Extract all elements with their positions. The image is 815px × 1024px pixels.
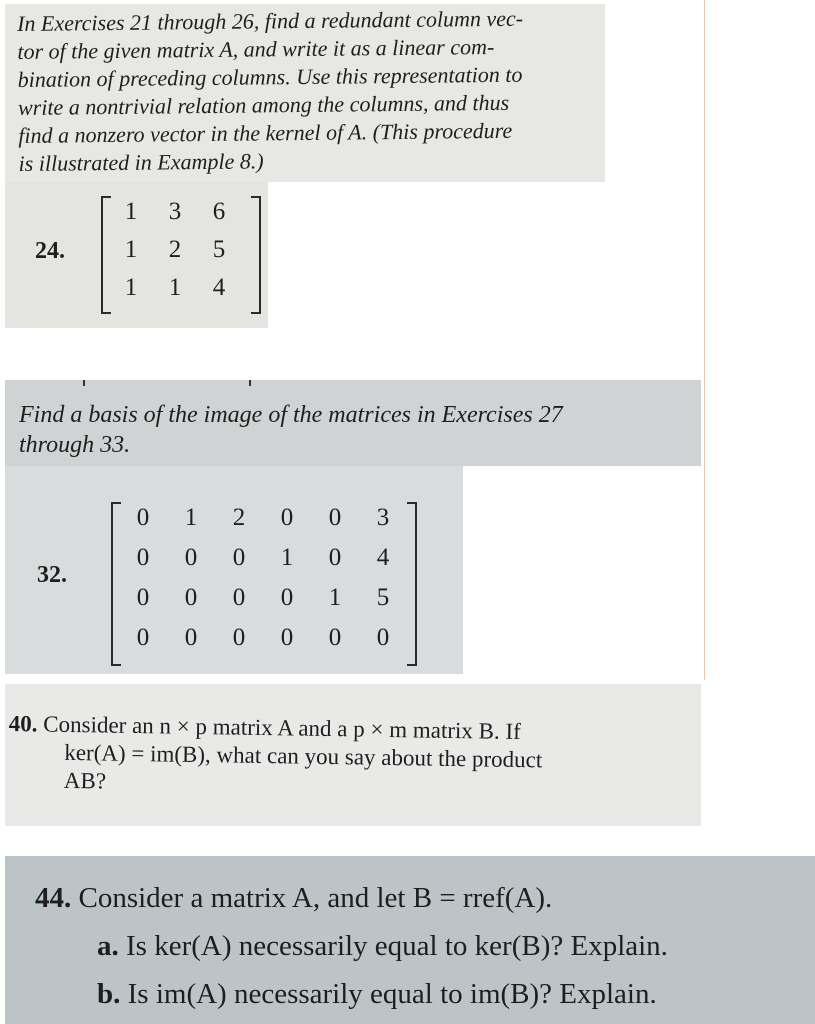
matrix-cell: 1 (280, 544, 294, 571)
matrix-cell: 0 (136, 544, 150, 571)
matrix-cell: 2 (168, 236, 182, 263)
instr-line-6: is illustrated in Example 8.) (18, 148, 264, 176)
instr-line-3: bination of preceding columns. Use this representation to (17, 61, 523, 92)
problem-number: 44. (35, 882, 72, 914)
problem-part-a (35, 922, 815, 970)
matrix-cell: 0 (184, 624, 198, 651)
matrix-row (119, 544, 407, 584)
matrix-cell: 0 (328, 544, 342, 571)
matrix-cell: 1 (168, 274, 182, 301)
matrix-4x6 (111, 502, 417, 666)
right-bracket (407, 502, 417, 666)
matrix-cell: 2 (232, 504, 246, 531)
matrix-row (109, 274, 245, 312)
matrix-cell: 1 (124, 198, 138, 225)
matrix-cell: 0 (328, 504, 342, 531)
instr-line-1: In Exercises 21 through 26, find a redundant column vec- (17, 5, 524, 36)
problem-text (8, 710, 691, 805)
matrix-cell: 0 (184, 584, 198, 611)
matrix-cell: 0 (232, 584, 246, 611)
matrix-cell: 1 (184, 504, 198, 531)
bracket-remnant (83, 380, 85, 386)
matrix-cell: 0 (280, 584, 294, 611)
matrix-cell: 5 (212, 236, 226, 263)
instr-line-2: tor of the given matrix A, and write it as a linear com- (17, 34, 495, 64)
matrix-cell: 0 (232, 624, 246, 651)
problem-stem-text: Consider a matrix A, and let B = rref(A). (78, 882, 553, 914)
matrix-cell: 1 (124, 274, 138, 301)
matrix-cell: 4 (376, 544, 390, 571)
matrix-cell: 1 (124, 236, 138, 263)
left-bracket (101, 196, 111, 314)
problem-32 (5, 466, 463, 674)
matrix-cell: 0 (328, 624, 342, 651)
instr-line-4: write a nontrivial relation among the columns, and thus (17, 89, 510, 120)
matrix-cell: 3 (168, 198, 182, 225)
exercises-21-26-instructions (5, 4, 605, 182)
matrix-row (119, 504, 407, 544)
matrix-row (109, 236, 245, 274)
instr-line-5: find a nonzero vector in the kernel of A. (This procedure (18, 117, 513, 148)
matrix-cell: 4 (212, 274, 226, 301)
problem-line-2: ker(A) = im(B), what can you say about the product (64, 739, 543, 773)
matrix-cell: 0 (280, 504, 294, 531)
part-label: b. (97, 978, 121, 1010)
matrix-cell: 6 (212, 198, 226, 225)
matrix-cell: 1 (328, 584, 342, 611)
instr-line-2: through 33. (19, 432, 131, 458)
problem-24 (5, 182, 268, 328)
problem-stem (35, 874, 815, 922)
matrix-3x3 (101, 196, 261, 314)
matrix-row (119, 584, 407, 624)
instr-line-1: Find a basis of the image of the matrices in Exercises 27 (19, 402, 563, 428)
matrix-cell: 0 (136, 504, 150, 531)
instructions-text (19, 400, 687, 460)
matrix-row (119, 624, 407, 664)
instructions-text (17, 4, 597, 178)
problem-44 (5, 856, 815, 1024)
problem-line-3: AB? (63, 767, 107, 794)
matrix-cell: 0 (136, 584, 150, 611)
matrix-cell: 0 (136, 624, 150, 651)
part-text: Is im(A) necessarily equal to im(B)? Explain. (127, 978, 657, 1010)
problem-40 (5, 684, 701, 826)
matrix-cell: 0 (232, 544, 246, 571)
problem-part-b (35, 970, 815, 1018)
matrix-cell: 5 (376, 584, 390, 611)
matrix-row (109, 198, 245, 236)
matrix-cell: 0 (280, 624, 294, 651)
left-bracket (111, 502, 121, 666)
matrix-cell: 0 (376, 624, 390, 651)
part-label: a. (97, 930, 119, 962)
exercises-27-33-instructions (5, 380, 701, 466)
page-edge-rule (704, 0, 705, 680)
problem-number: 32. (37, 562, 67, 588)
right-bracket (251, 196, 261, 314)
bracket-remnant (249, 380, 251, 386)
part-text: Is ker(A) necessarily equal to ker(B)? Explain. (126, 930, 668, 962)
matrix-cell: 0 (184, 544, 198, 571)
problem-number: 24. (35, 238, 65, 264)
problem-number: 40. (8, 710, 38, 737)
matrix-cell: 3 (376, 504, 390, 531)
problem-line-1: Consider an n × p matrix A and a p × m matrix B. If (43, 711, 521, 745)
